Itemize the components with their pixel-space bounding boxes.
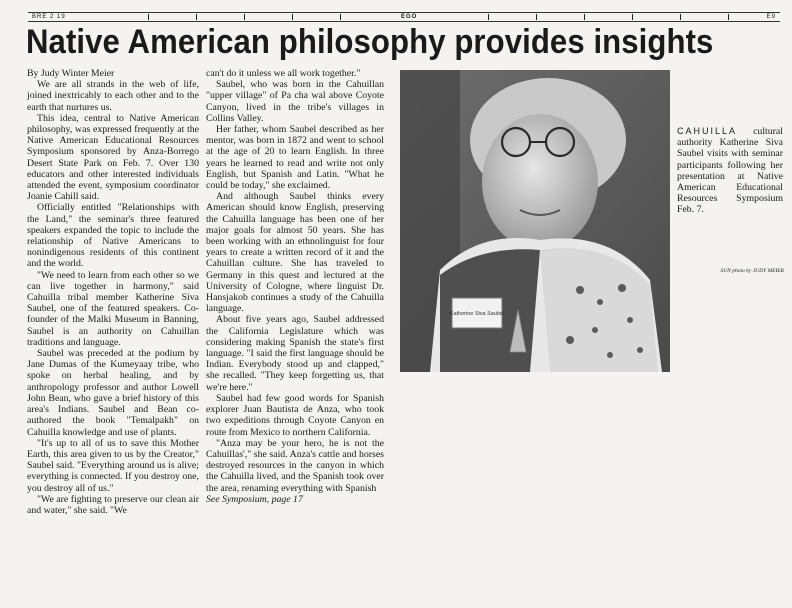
folio-rule-tick [488, 14, 489, 20]
paragraph: "It's up to all of us to save this Mother Earth, this area given to us by the Creator," Saubel said. "Everything around us is alive; everything is connected. If you destroy one, you destroy all of us." [27, 437, 199, 494]
paragraph: Her father, whom Saubel described as her mentor, was born in 1872 and went to school at the age of 20 to learn English. In three years he learned to read and write not only English, but Spanish and Latin. "What he could be today," she exclaimed. [206, 124, 384, 192]
paragraph: Saubel was preceded at the podium by Jane Dumas of the Kumeyaay tribe, who spoke on herbal healing, and by anthropology professor and author Lowell John Bean, who gave a brief history of this area's Indians. Saubel and Bean co-authored the book "Temalpakh" on Cahuilla knowledge and use of plants. [27, 348, 199, 438]
folio-rule-tick [148, 14, 149, 20]
paragraph: "We are fighting to preserve our clean air and water," she said. "We [27, 493, 199, 516]
photo-caption [677, 126, 783, 216]
folio-rule-tick [244, 14, 245, 20]
folio-rule-tick [292, 14, 293, 20]
photo-illustration [400, 70, 670, 372]
folio-date: BRE 2 19 [32, 14, 66, 20]
folio-rule-tick [196, 14, 197, 20]
article-column-2 [206, 68, 384, 505]
paragraph: "Anza may be your hero, he is not the Cahuillas'," she said. Anza's cattle and horses destroyed resources in the canyon in which the Cahuilla lived, and the Spanish took over the area, renaming everything with Spanish [206, 437, 384, 494]
name-tag-text: Katherine Siva Saubel [449, 311, 505, 317]
caption-head: CAHUILLA [677, 126, 738, 136]
folio-page: E9 [766, 14, 776, 20]
folio-rule-tick [728, 14, 729, 20]
paragraph: About five years ago, Saubel addressed the California Legislature which was considering making Spanish the state's first language. "I said the first language should be Indian. Everybody stood up and clapped," she recalled. "They keep forgetting us, that we're here." [206, 314, 384, 393]
folio-rule-tick [680, 14, 681, 20]
folio-rule-tick [584, 14, 585, 20]
paragraph: And although Saubel thinks every American should know English, preserving the Cahuilla language has been one of her major goals for almost 50 years. She has been working with an ethnolinguist for four years to create a written record of it and the Cahuillan culture. She has traveled to Germany in this quest and lectured at the University of Cologne, where linguist Dr. Hansjakob continues a study of the Cahuilla language. [206, 191, 384, 315]
paragraph: Saubel had few good words for Spanish explorer Juan Bautista de Anza, who took two expeditions through Coyote Canyon en route from Mexico to northern California. [206, 392, 384, 438]
byline: By Judy Winter Meier [27, 68, 115, 79]
folio-rule-tick [340, 14, 341, 20]
paragraph: Saubel, who was born in the Cahuillan "upper village" of Pa cha wal above Coyote Canyon, lived in the tribe's villages in Collins Valley. [206, 79, 384, 124]
paragraph: We are all strands in the web of life, joined inextricably to each other and to the earth that nurtures us. [27, 79, 199, 113]
jump-line: See Symposium, page 17 [206, 493, 303, 505]
folio-rule-tick [632, 14, 633, 20]
folio-rule-tick [536, 14, 537, 20]
news-photo [400, 70, 670, 372]
paragraph: Officially entitled "Relationships with the Land," the seminar's three featured speakers expanded the topic to include the relationship of Native Americans to nonindigenous residents of this continent and the world. [27, 202, 199, 270]
caption-body: cultural authority Katherine Siva Saubel visits with seminar participants following her presentation at Native American Educational Resources Symposium Feb. 7. [677, 126, 783, 216]
folio-bar [28, 12, 780, 22]
folio-section: EGO [401, 14, 418, 20]
photo-credit: SUN photo by JUDY MEIER [720, 268, 784, 274]
paragraph: This idea, central to Native American philosophy, was expressed frequently at the Native American Educational Resources Symposium sponsored by Anza-Borrego Desert State Park on Feb. 7. Over 130 educators and other interested individuals attended the event, symposium coordinator Joanie Cahill said. [27, 112, 199, 203]
headline: Native American philosophy provides insights [26, 23, 714, 61]
article-column-1 [27, 68, 199, 516]
paragraph: "We need to learn from each other so we can live together in harmony," said Cahuilla tribal member Katherine Siva Saubel, one of the featured speakers. Co-founder of the Malki Museum in Banning, Saubel is an authority on Cahuillan traditions and language. [27, 269, 199, 348]
paragraph: can't do it unless we all work together." [206, 68, 361, 79]
